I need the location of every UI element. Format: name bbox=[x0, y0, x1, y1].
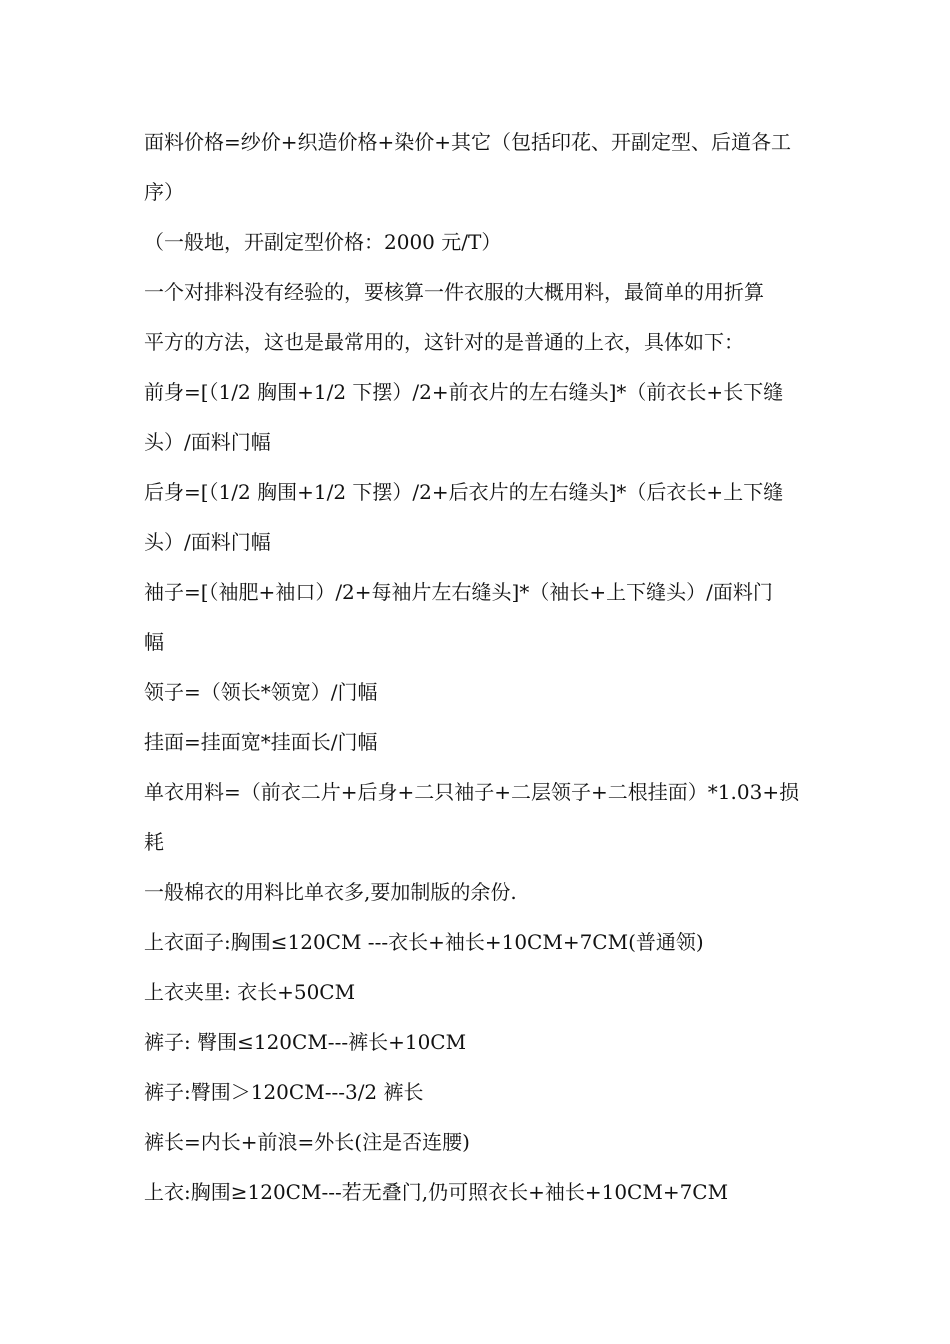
text-line-10: 袖子=[（袖肥+袖口）/2+每袖片左右缝头]*（袖长+上下缝头）/面料门 bbox=[144, 580, 773, 604]
text-line-11: 幅 bbox=[144, 630, 164, 654]
text-line-21: 裤长=内长+前浪=外长(注是否连腰) bbox=[144, 1130, 470, 1154]
text-line-14: 单衣用料=（前衣二片+后身+二只袖子+二层领子+二根挂面）*1.03+损 bbox=[144, 780, 800, 804]
text-line-16: 一般棉衣的用料比单衣多,要加制版的余份. bbox=[144, 880, 517, 904]
text-line-2: 序） bbox=[144, 180, 184, 204]
text-line-7: 头）/面料门幅 bbox=[144, 430, 271, 454]
text-line-3: （一般地，开副定型价格：2000 元/T） bbox=[144, 230, 502, 254]
text-line-4: 一个对排料没有经验的，要核算一件衣服的大概用料，最简单的用折算 bbox=[144, 280, 764, 304]
text-line-20: 裤子:臀围＞120CM---3/2 裤长 bbox=[144, 1080, 424, 1104]
text-line-22: 上衣:胸围≥120CM---若无叠门,仍可照衣长+袖长+10CM+7CM bbox=[144, 1180, 729, 1204]
document-body bbox=[144, 117, 810, 1217]
text-line-5: 平方的方法，这也是最常用的，这针对的是普通的上衣，具体如下： bbox=[144, 330, 744, 354]
text-line-13: 挂面=挂面宽*挂面长/门幅 bbox=[144, 730, 378, 754]
text-line-8: 后身=[（1/2 胸围+1/2 下摆）/2+后衣片的左右缝头]*（后衣长+上下缝 bbox=[144, 480, 784, 504]
text-line-18: 上衣夹里: 衣长+50CM bbox=[144, 980, 356, 1004]
text-line-1: 面料价格=纱价+织造价格+染价+其它（包括印花、开副定型、后道各工 bbox=[144, 130, 792, 154]
text-line-12: 领子=（领长*领宽）/门幅 bbox=[144, 680, 378, 704]
text-line-6: 前身=[（1/2 胸围+1/2 下摆）/2+前衣片的左右缝头]*（前衣长+长下缝 bbox=[144, 380, 784, 404]
text-line-15: 耗 bbox=[144, 830, 164, 854]
text-line-17: 上衣面子:胸围≤120CM ---衣长+袖长+10CM+7CM(普通领) bbox=[144, 930, 704, 954]
text-line-9: 头）/面料门幅 bbox=[144, 530, 271, 554]
text-line-19: 裤子: 臀围≤120CM---裤长+10CM bbox=[144, 1030, 467, 1054]
